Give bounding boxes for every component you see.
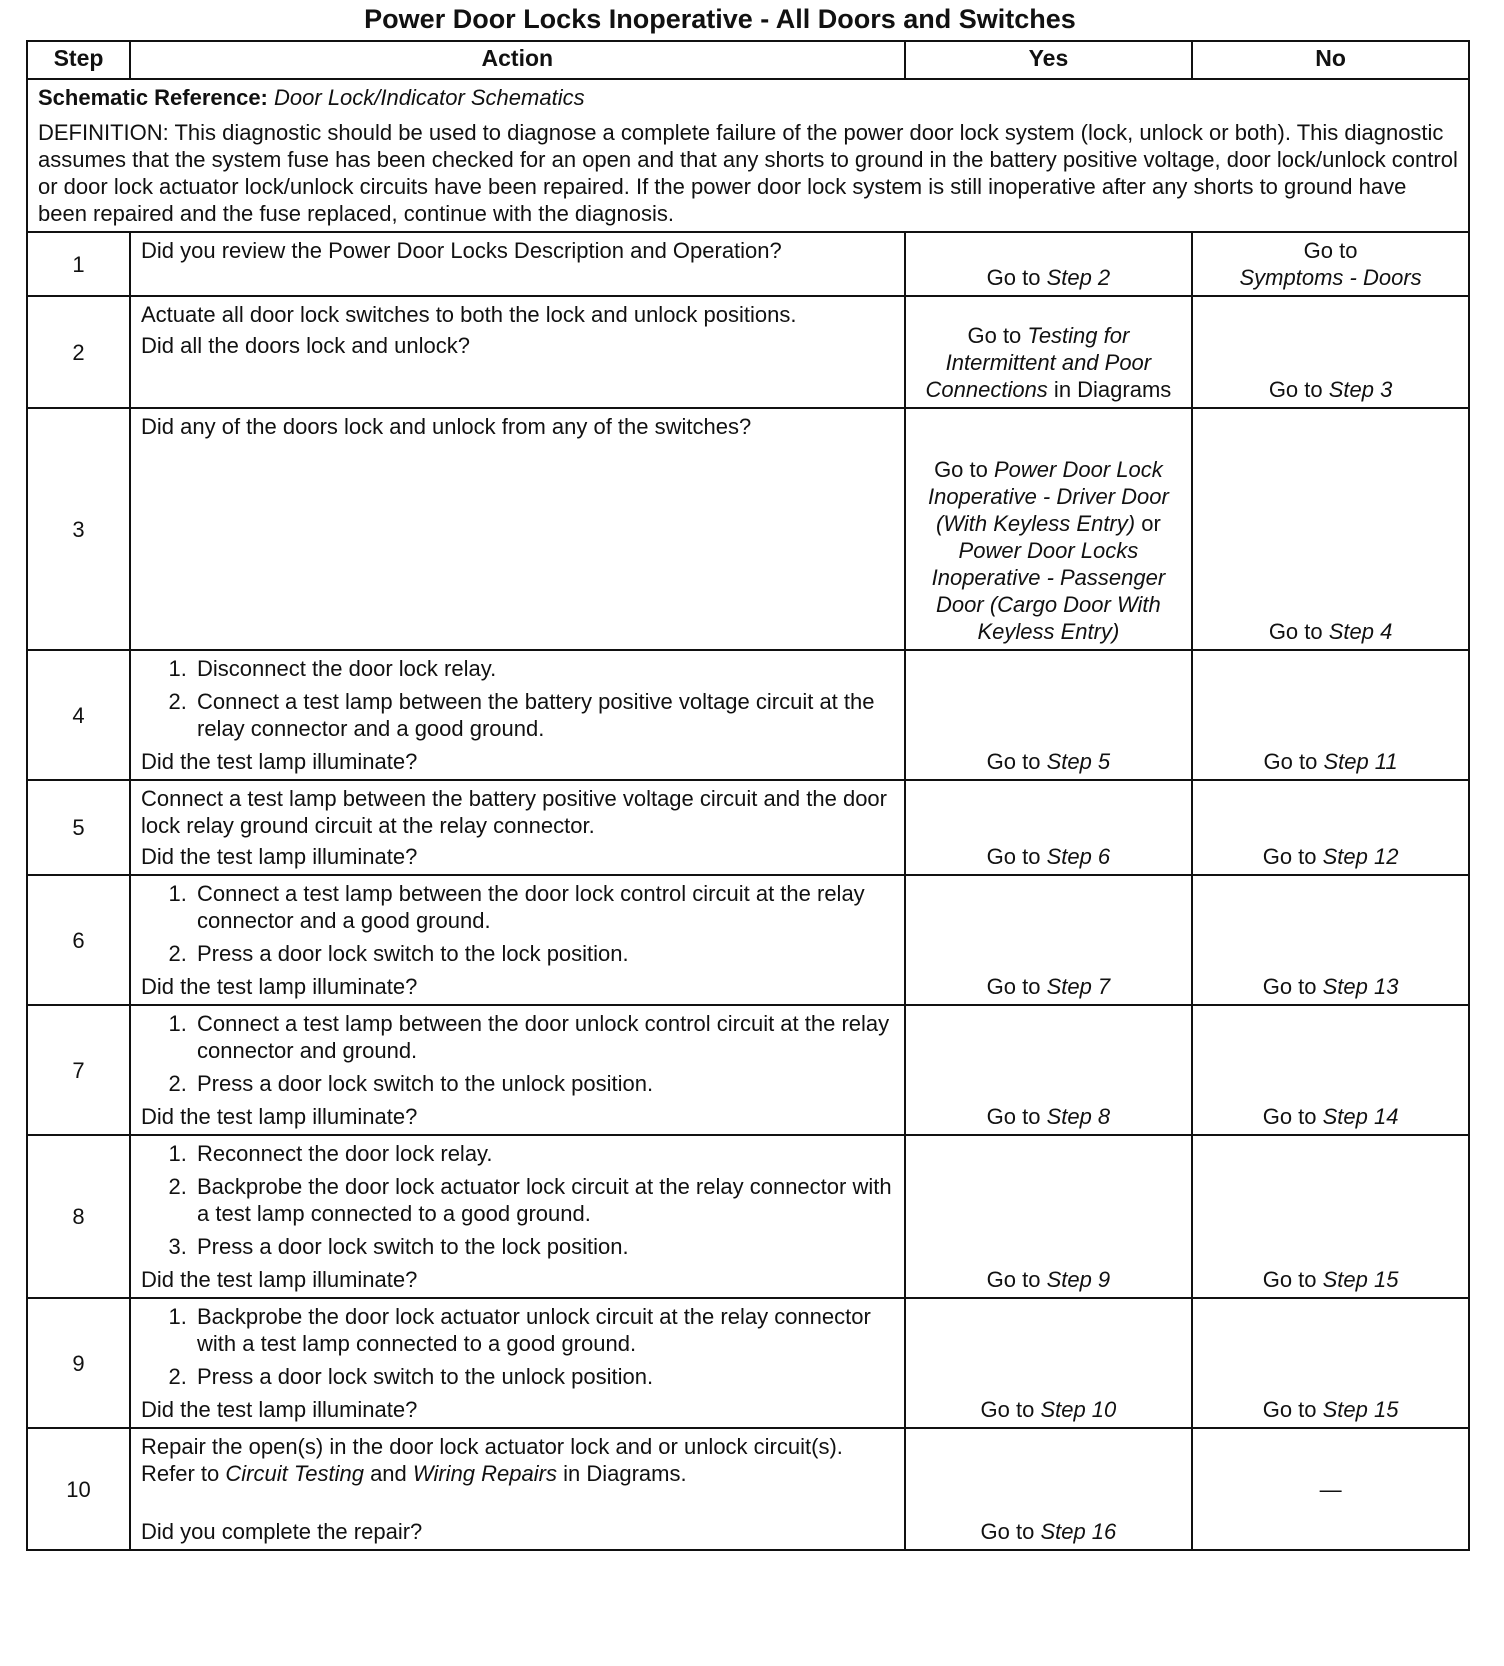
schematic-reference-link: Door Lock/Indicator Schematics [274,85,585,110]
no-step-link: Step 14 [1322,1104,1399,1129]
no-step-link: Step 12 [1322,844,1399,869]
yes-step-link: Step 6 [1046,844,1111,869]
yes-step-link: Step 16 [1040,1519,1117,1544]
action-text: Connect a test lamp between the battery positive voltage circuit and the door lock relay ground circuit at the relay connector. [141,786,887,838]
yes-link-driver-door: Power Door Lock Inoperative - Driver Door (With Keyless Entry) [927,457,1169,536]
step-number: 10 [27,1428,130,1550]
action-question: Did all the doors lock and unlock? [141,333,470,358]
table-row [27,1428,1469,1550]
no-step-link: Step 11 [1323,749,1398,774]
no-step-link: Step 13 [1322,974,1399,999]
action-question: Did you complete the repair? [141,1519,423,1544]
list-item: 1. Backprobe the door lock actuator unlock circuit at the relay connector with a test lamp connected to a good ground. [193,1303,894,1357]
action-text: Did you review the Power Door Locks Description and Operation? [141,238,782,263]
header-step: Step [27,41,130,79]
no-step-link: Step 3 [1328,377,1393,402]
action-list [141,1010,894,1097]
no-prefix: Go to [1262,1104,1323,1129]
list-item: 1. Connect a test lamp between the door lock control circuit at the relay connector and a good ground. [193,880,894,934]
no-cell [1192,780,1469,875]
no-cell [1192,1005,1469,1135]
yes-or: or [1135,511,1161,536]
action-question: Did the test lamp illuminate? [141,1397,418,1422]
no-prefix: Go to [1262,1397,1323,1422]
action-cell [130,232,905,296]
yes-step-link: Step 2 [1046,265,1111,290]
no-step-link: Step 15 [1322,1397,1399,1422]
no-dash: — [1319,1476,1342,1502]
page-title: Power Door Locks Inoperative - All Doors and Switches [364,4,1076,34]
yes-cell [905,1298,1193,1428]
yes-step-link: Step 10 [1040,1397,1117,1422]
yes-step-link: Testing for Intermittent and Poor Connections [925,323,1152,402]
list-item: 2. Connect a test lamp between the battery positive voltage circuit at the relay connector and a good ground. [193,688,894,742]
action-text-c: in Diagrams. [556,1461,687,1486]
table-row [27,1005,1469,1135]
no-cell [1192,875,1469,1005]
list-item: 1. Reconnect the door lock relay. [193,1140,894,1167]
action-text: Did any of the doors lock and unlock from any of the switches? [141,414,752,439]
action-cell [130,780,905,875]
reference-cell [27,79,1469,232]
header-row [27,41,1469,79]
action-question: Did the test lamp illuminate? [141,1104,418,1129]
action-list [141,1303,894,1390]
action-question: Did the test lamp illuminate? [141,1267,418,1292]
schematic-reference [38,84,1458,111]
yes-cell [905,875,1193,1005]
schematic-reference-label: Schematic Reference: [38,85,268,110]
no-cell [1192,232,1469,296]
action-text-a: Repair the open(s) in the door lock actuator lock and or unlock circuit(s). Refer to [141,1434,843,1486]
step-number: 7 [27,1005,130,1135]
no-step-link: Symptoms - Doors [1239,265,1422,290]
action-cell [130,1298,905,1428]
table-row [27,296,1469,408]
yes-prefix: Go to [986,265,1047,290]
step-number: 8 [27,1135,130,1298]
list-item: 1. Connect a test lamp between the door unlock control circuit at the relay connector and ground. [193,1010,894,1064]
yes-cell [905,1135,1193,1298]
reference-row [27,79,1469,232]
table-row [27,780,1469,875]
action-question: Did the test lamp illuminate? [141,844,418,869]
yes-step-link: Step 8 [1046,1104,1111,1129]
action-text: Actuate all door lock switches to both the lock and unlock positions. [141,302,797,327]
table-row [27,1298,1469,1428]
diagnostic-table [26,40,1470,1551]
yes-prefix: Go to [934,457,994,482]
action-list [141,655,894,742]
step-number: 2 [27,296,130,408]
step-number: 5 [27,780,130,875]
yes-cell [905,1005,1193,1135]
table-row [27,1135,1469,1298]
no-cell [1192,296,1469,408]
action-cell [130,296,905,408]
yes-cell [905,780,1193,875]
step-number: 1 [27,232,130,296]
step-number: 9 [27,1298,130,1428]
step-number: 6 [27,875,130,1005]
yes-prefix: Go to [980,1397,1041,1422]
list-item: 2. Backprobe the door lock actuator lock circuit at the relay connector with a test lamp connected to a good ground. [193,1173,894,1227]
action-cell [130,408,905,650]
list-item: 2. Press a door lock switch to the unlock position. [193,1070,894,1097]
table-row [27,232,1469,296]
table-row [27,875,1469,1005]
yes-cell [905,1428,1193,1550]
no-cell [1192,408,1469,650]
yes-cell [905,408,1193,650]
no-prefix: Go to [1262,1267,1323,1292]
no-step-link: Step 15 [1322,1267,1399,1292]
no-cell [1192,1428,1469,1550]
list-item: 2. Press a door lock switch to the unlock position. [193,1363,894,1390]
action-list [141,1140,894,1260]
table-row [27,408,1469,650]
yes-cell [905,232,1193,296]
yes-step-link: Step 5 [1046,749,1111,774]
yes-prefix: Go to [986,844,1047,869]
no-prefix: Go to [1268,377,1329,402]
definition-text: DEFINITION: This diagnostic should be used to diagnose a complete failure of the power door lock system (lock, unlock or both). This diagnostic assumes that the system fuse has been checked for an open and that any shorts to ground in the battery positive voltage, door lock/unlock control or door lock actuator lock/unlock circuits have been repaired. If the power door lock system is still inoperative after any shorts to ground have been repaired and the fuse replaced, continue with the diagnosis. [38,120,1458,226]
circuit-testing-link: Circuit Testing [225,1461,364,1486]
table-row [27,650,1469,780]
yes-cell [905,296,1193,408]
yes-prefix: Go to [967,323,1028,348]
action-cell [130,1135,905,1298]
yes-prefix: Go to [986,1267,1047,1292]
action-question: Did the test lamp illuminate? [141,974,418,999]
yes-suffix: in Diagrams [1047,377,1172,402]
no-cell [1192,1298,1469,1428]
list-item: 3. Press a door lock switch to the lock position. [193,1233,894,1260]
yes-step-link: Step 9 [1046,1267,1111,1292]
no-prefix: Go to [1262,974,1323,999]
header-no: No [1192,41,1469,79]
yes-step-link: Step 7 [1046,974,1111,999]
step-number: 4 [27,650,130,780]
action-cell [130,1428,905,1550]
no-cell [1192,1135,1469,1298]
yes-prefix: Go to [986,974,1047,999]
action-cell [130,1005,905,1135]
list-item: 2. Press a door lock switch to the lock position. [193,940,894,967]
list-item: 1. Disconnect the door lock relay. [193,655,894,682]
header-yes: Yes [905,41,1193,79]
no-prefix: Go to [1303,238,1358,263]
no-prefix: Go to [1262,844,1323,869]
action-text-b: and [363,1461,413,1486]
yes-prefix: Go to [986,749,1047,774]
no-cell [1192,650,1469,780]
action-text [141,1433,894,1487]
no-prefix: Go to [1268,619,1329,644]
action-cell [130,875,905,1005]
action-cell [130,650,905,780]
action-list [141,880,894,967]
action-question: Did the test lamp illuminate? [141,749,418,774]
wiring-repairs-link: Wiring Repairs [412,1461,557,1486]
step-number: 3 [27,408,130,650]
yes-prefix: Go to [980,1519,1041,1544]
header-action: Action [130,41,905,79]
yes-cell [905,650,1193,780]
yes-link-passenger-door: Power Door Locks Inoperative - Passenger Door (Cargo Door With Keyless Entry) [931,538,1166,644]
no-prefix: Go to [1263,749,1324,774]
yes-prefix: Go to [986,1104,1047,1129]
no-step-link: Step 4 [1328,619,1393,644]
